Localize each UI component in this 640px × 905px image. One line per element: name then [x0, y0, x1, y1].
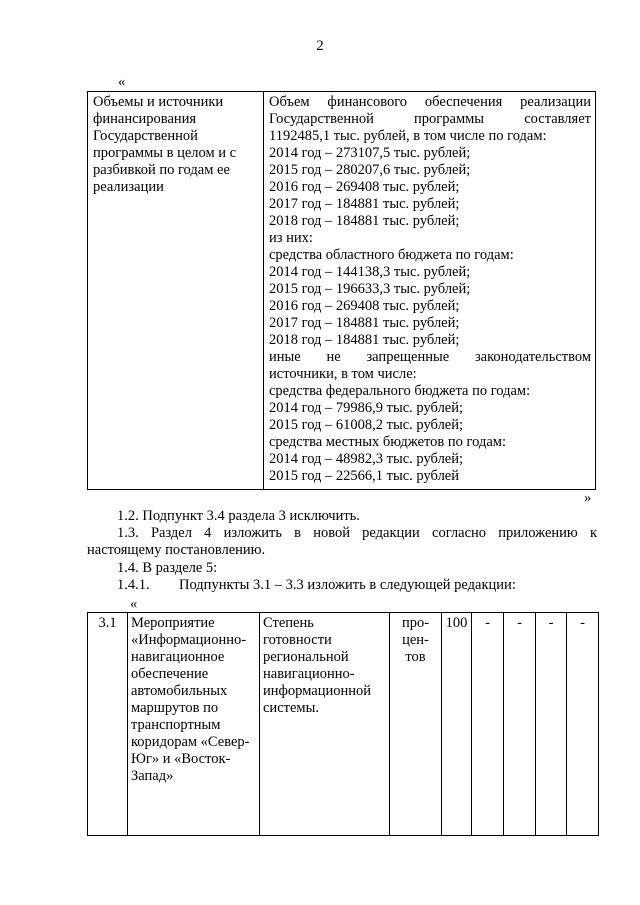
closing-quote: » — [584, 490, 592, 506]
funding-line: 2015 год – 61008,2 тыс. рублей; — [269, 417, 464, 433]
event-cell — [128, 613, 260, 836]
funding-line: средства местных бюджетов по годам: — [269, 434, 506, 450]
indicator-text: Степень готовности региональной навигационно-информационной системы. — [263, 615, 372, 716]
row-number: 3.1 — [98, 615, 117, 631]
funding-line: 1192485,1 тыс. рублей, в том числе по годам: — [269, 128, 547, 144]
funding-line: 2014 год – 273107,5 тыс. рублей; — [269, 145, 471, 161]
value-text: - — [548, 615, 554, 631]
value-cell — [442, 613, 472, 836]
funding-line: 2014 год – 144138,3 тыс. рублей; — [269, 264, 471, 280]
funding-line: Государственной программы составляет — [269, 111, 591, 127]
funding-table — [87, 91, 596, 490]
paragraph-text: Подпункты 3.1 – 3.3 изложить в следующей редакции: — [179, 577, 516, 593]
funding-line: 2015 год – 280207,6 тыс. рублей; — [269, 162, 471, 178]
funding-line: средства областного бюджета по годам: — [269, 247, 514, 263]
paragraph-1-4: 1.4. В разделе 5: — [117, 560, 218, 576]
funding-line: 2016 год – 269408 тыс. рублей; — [269, 179, 460, 195]
funding-label-cell — [88, 92, 264, 490]
funding-line: 2014 год – 79986,9 тыс. рублей; — [269, 400, 464, 416]
funding-line: из них: — [269, 230, 313, 246]
measures-table — [87, 612, 599, 836]
opening-quote: « — [118, 74, 126, 90]
value-text: 100 — [445, 615, 468, 631]
funding-line: Объем финансового обеспечения реализации — [269, 94, 591, 110]
funding-line: источники, в том числе: — [269, 366, 417, 382]
row-number-cell — [88, 613, 128, 836]
paragraph-1-3: 1.3. Раздел 4 изложить в новой редакции согласно приложению к настоящему постановлению. — [87, 525, 597, 558]
event-text: Мероприятие «Информационно-навигационное обеспечение автомобильных маршрутов по транспортным коридорам «Север-Юг» и «Восток-Запад» — [131, 615, 250, 784]
funding-line: иные не запрещенные законодательством — [269, 349, 591, 365]
unit-text: про-цен-тов — [401, 615, 430, 665]
funding-line: 2018 год – 184881 тыс. рублей; — [269, 213, 460, 229]
paragraph-1-4-1 — [117, 577, 597, 594]
funding-line: 2017 год – 184881 тыс. рублей; — [269, 315, 460, 331]
value-text: - — [485, 615, 490, 631]
funding-line: 2015 год – 22566,1 тыс. рублей — [269, 468, 460, 484]
funding-line: 2015 год – 196633,3 тыс. рублей; — [269, 281, 471, 297]
funding-details-cell — [264, 92, 596, 490]
unit-cell — [390, 613, 442, 836]
funding-line: 2017 год – 184881 тыс. рублей; — [269, 196, 460, 212]
funding-label: Объемы и источники финансирования Государственной программы в целом и с разбивкой по годам ее реализации — [93, 94, 237, 195]
value-cell — [567, 613, 599, 836]
value-text: - — [517, 615, 522, 631]
funding-line: средства федерального бюджета по годам: — [269, 383, 531, 399]
value-cell — [536, 613, 567, 836]
opening-quote-2: « — [130, 596, 138, 612]
value-cell — [504, 613, 536, 836]
funding-line: 2018 год – 184881 тыс. рублей; — [269, 332, 460, 348]
value-text: - — [580, 615, 585, 631]
paragraph-number: 1.4.1. — [117, 577, 150, 593]
value-cell — [472, 613, 504, 836]
paragraph-1-2: 1.2. Подпункт 3.4 раздела 3 исключить. — [117, 508, 360, 524]
page-number: 2 — [316, 38, 324, 54]
indicator-cell — [260, 613, 390, 836]
funding-line: 2014 год – 48982,3 тыс. рублей; — [269, 451, 464, 467]
funding-line: 2016 год – 269408 тыс. рублей; — [269, 298, 460, 314]
